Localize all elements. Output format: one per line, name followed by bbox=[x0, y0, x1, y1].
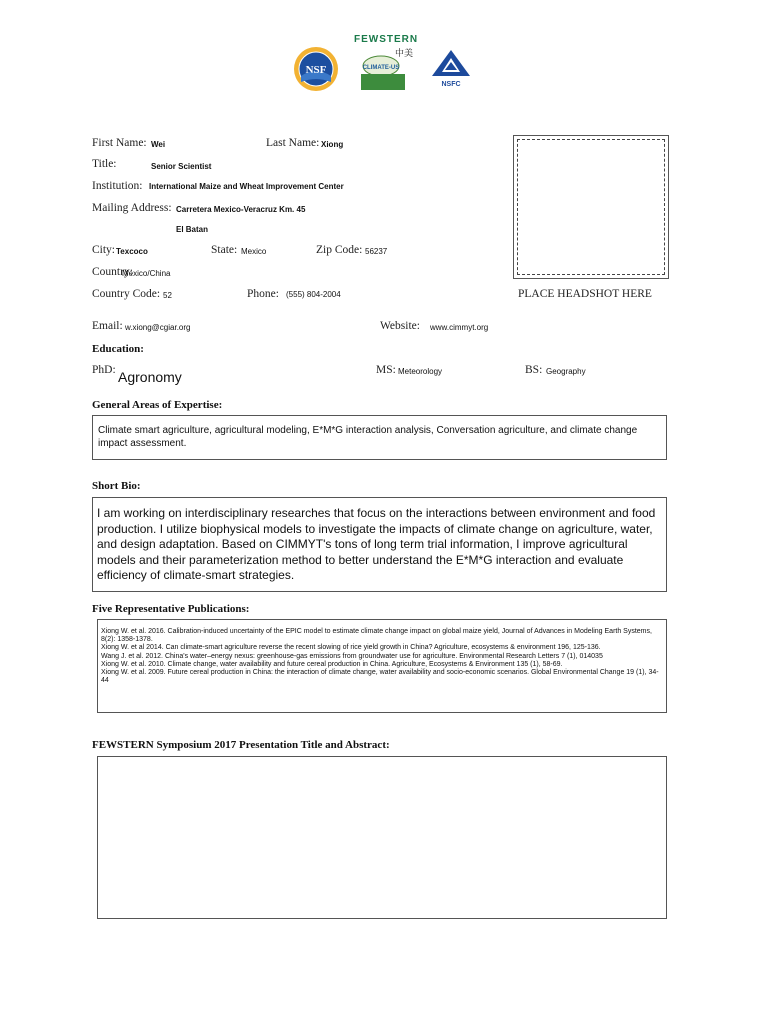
mailing-address-label: Mailing Address: bbox=[92, 202, 172, 214]
nsf-logo bbox=[293, 46, 339, 92]
ms-field[interactable]: Meteorology bbox=[398, 367, 443, 376]
publication-item: Xiong W. et al. 2009. Future cereal production in China: the interaction of climate change, water availability and socio-economic scenarios. Global Environmental Change 19 (1), 34-44 bbox=[101, 669, 659, 685]
mailing-address-line1[interactable]: Carretera Mexico-Veracruz Km. 45 bbox=[176, 205, 306, 214]
ms-label: MS: bbox=[376, 364, 396, 376]
website-field[interactable]: www.cimmyt.org bbox=[430, 323, 489, 332]
publication-item: Wang J. et al. 2012. China's water–energy nexus: greenhouse-gas emissions from groundwater use for agriculture. Environmental Research Letters 7 (1), 014035 bbox=[101, 652, 603, 660]
bs-label: BS: bbox=[525, 364, 543, 376]
first-name-field[interactable]: Wei bbox=[151, 140, 166, 149]
phd-field[interactable]: Agronomy bbox=[118, 369, 182, 385]
institution-label: Institution: bbox=[92, 180, 143, 192]
country-code-label: Country Code: bbox=[92, 288, 161, 300]
short-bio-textarea[interactable] bbox=[92, 497, 667, 592]
abstract-heading: FEWSTERN Symposium 2017 Presentation Title and Abstract: bbox=[92, 739, 390, 751]
expertise-text: Climate smart agriculture, agricultural modeling, E*M*G interaction analysis, Conversation agriculture, and climate change impact assessment. bbox=[98, 425, 638, 449]
expertise-textarea[interactable] bbox=[92, 415, 667, 460]
publication-item: Xiong W. et al. 2010. Climate change, water availability and future cereal production in China. Agriculture, Ecosystems & Environment 135 (1), 58-69. bbox=[101, 660, 563, 668]
expertise-heading: General Areas of Expertise: bbox=[92, 399, 223, 411]
email-field[interactable]: w.xiong@cgiar.org bbox=[125, 323, 191, 332]
mailing-address-line2[interactable]: El Batan bbox=[176, 225, 209, 234]
nsf-logo-text: NSF bbox=[305, 64, 327, 76]
state-field[interactable]: Mexico bbox=[241, 247, 267, 256]
short-bio-heading: Short Bio: bbox=[92, 480, 141, 492]
city-label: City: bbox=[92, 244, 116, 256]
last-name-label: Last Name: bbox=[266, 137, 320, 149]
publication-item: Xiong W. et al 2014. Can climate-smart agriculture reverse the recent slowing of rice yield growth in China? Agriculture, ecosystems & environment 196, 125-136. bbox=[101, 644, 601, 652]
abstract-textarea[interactable] bbox=[97, 756, 667, 919]
climate-logo-cn: 中美 bbox=[395, 49, 414, 59]
publications-heading: Five Representative Publications: bbox=[92, 603, 250, 615]
short-bio-text: I am working on interdisciplinary researches that focus on the interactions between environment and food production. I utilize biophysical models to investigate the impacts of climate change on agriculture, water, and design adaptation. Based on CIMMYT's tons of long term trial information, I improve agricultural models and their parameterization method to better understand the E*M*G interaction and evaluate efficiency of climate-smart strategies. bbox=[97, 506, 656, 583]
publications-textarea[interactable] bbox=[97, 619, 667, 713]
last-name-field[interactable]: Xiong bbox=[321, 140, 344, 149]
phone-label: Phone: bbox=[247, 288, 279, 300]
title-label: Title: bbox=[92, 158, 117, 170]
phone-field[interactable]: (555) 804-2004 bbox=[286, 290, 341, 299]
phd-label: PhD: bbox=[92, 364, 116, 376]
email-label: Email: bbox=[92, 320, 123, 332]
headshot-label: PLACE HEADSHOT HERE bbox=[518, 288, 652, 300]
country-field[interactable]: Mexico/China bbox=[122, 269, 171, 278]
education-heading: Education: bbox=[92, 343, 144, 355]
institution-field[interactable]: International Maize and Wheat Improvement Center bbox=[149, 182, 344, 191]
publication-item: Xiong W. et al. 2016. Calibration-induced uncertainty of the EPIC model to estimate climate change impact on global maize yield, Journal of Advances in Modeling Earth Systems, 8(2): 1358-1378. bbox=[101, 628, 652, 644]
zip-code-field[interactable]: 56237 bbox=[365, 247, 388, 256]
zip-code-label: Zip Code: bbox=[316, 244, 363, 256]
bs-field[interactable]: Geography bbox=[546, 367, 586, 376]
first-name-label: First Name: bbox=[92, 137, 147, 149]
publications-list bbox=[101, 628, 660, 685]
state-label: State: bbox=[211, 244, 238, 256]
city-field[interactable]: Texcoco bbox=[116, 247, 148, 256]
nsfc-logo bbox=[430, 48, 472, 88]
title-field[interactable]: Senior Scientist bbox=[151, 162, 212, 171]
climate-logo-text: CLIMATE-US bbox=[362, 65, 400, 71]
fewstern-header-label: FEWSTERN bbox=[354, 34, 419, 45]
headshot-placeholder[interactable] bbox=[513, 135, 669, 279]
website-label: Website: bbox=[380, 320, 420, 332]
country-label: Country: bbox=[92, 266, 133, 278]
nsfc-logo-text: NSFC bbox=[441, 81, 461, 88]
country-code-field[interactable]: 52 bbox=[163, 291, 172, 300]
